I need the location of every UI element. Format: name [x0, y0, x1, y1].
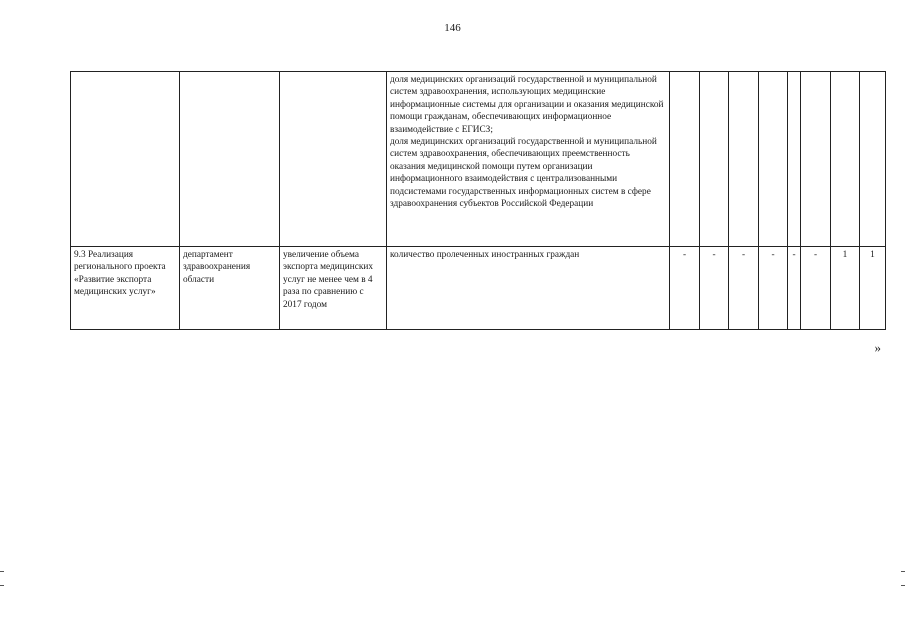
value-cell: - [729, 247, 759, 330]
value-cell: 1 [831, 247, 860, 330]
value-cell [700, 72, 729, 247]
closing-quote: » [874, 340, 881, 355]
executor-cell [180, 72, 280, 247]
indicator-cell: доля медицинских организаций государственной и муниципальной систем здравоохранения, использующих медицинские информационные системы для организации и оказания медицинской помощи гражданам, обеспечивающих информационное взаимодействие с ЕГИСЗ; доля медицинских организаций государственной и муниципальной систем здравоохранения, обеспечивающих преемственность оказания медицинской помощи путем организации информационного взаимодействия с централизованными подсистемами государственных информационных систем в сфере здравоохранения субъектов Российской Федерации [387, 72, 670, 247]
program-table [70, 71, 886, 330]
result-cell [280, 72, 387, 247]
value-cell: 1 [860, 247, 886, 330]
value-cell [670, 72, 700, 247]
value-cell [831, 72, 860, 247]
value-cell: - [700, 247, 729, 330]
indicator-cell: количество пролеченных иностранных граждан [387, 247, 670, 330]
value-cell: - [788, 247, 801, 330]
page-number: 146 [444, 22, 461, 34]
executor-cell: департамент здравоохранения области [180, 247, 280, 330]
value-cell [801, 72, 831, 247]
event-cell: 9.3 Реализация регионального проекта «Развитие экспорта медицинских услуг» [71, 247, 180, 330]
right-scan-mark [901, 585, 905, 586]
value-cell: - [670, 247, 700, 330]
value-cell [729, 72, 759, 247]
result-cell: увеличение объема экспорта медицинских услуг не менее чем в 4 раза по сравнению с 2017 годом [280, 247, 387, 330]
left-scan-mark [0, 571, 4, 572]
right-scan-mark [901, 571, 905, 572]
table-row [71, 247, 886, 330]
event-cell [71, 72, 180, 247]
value-cell: - [759, 247, 788, 330]
value-cell [788, 72, 801, 247]
table-row [71, 72, 886, 247]
value-cell: - [801, 247, 831, 330]
value-cell [860, 72, 886, 247]
left-scan-mark [0, 585, 4, 586]
value-cell [759, 72, 788, 247]
